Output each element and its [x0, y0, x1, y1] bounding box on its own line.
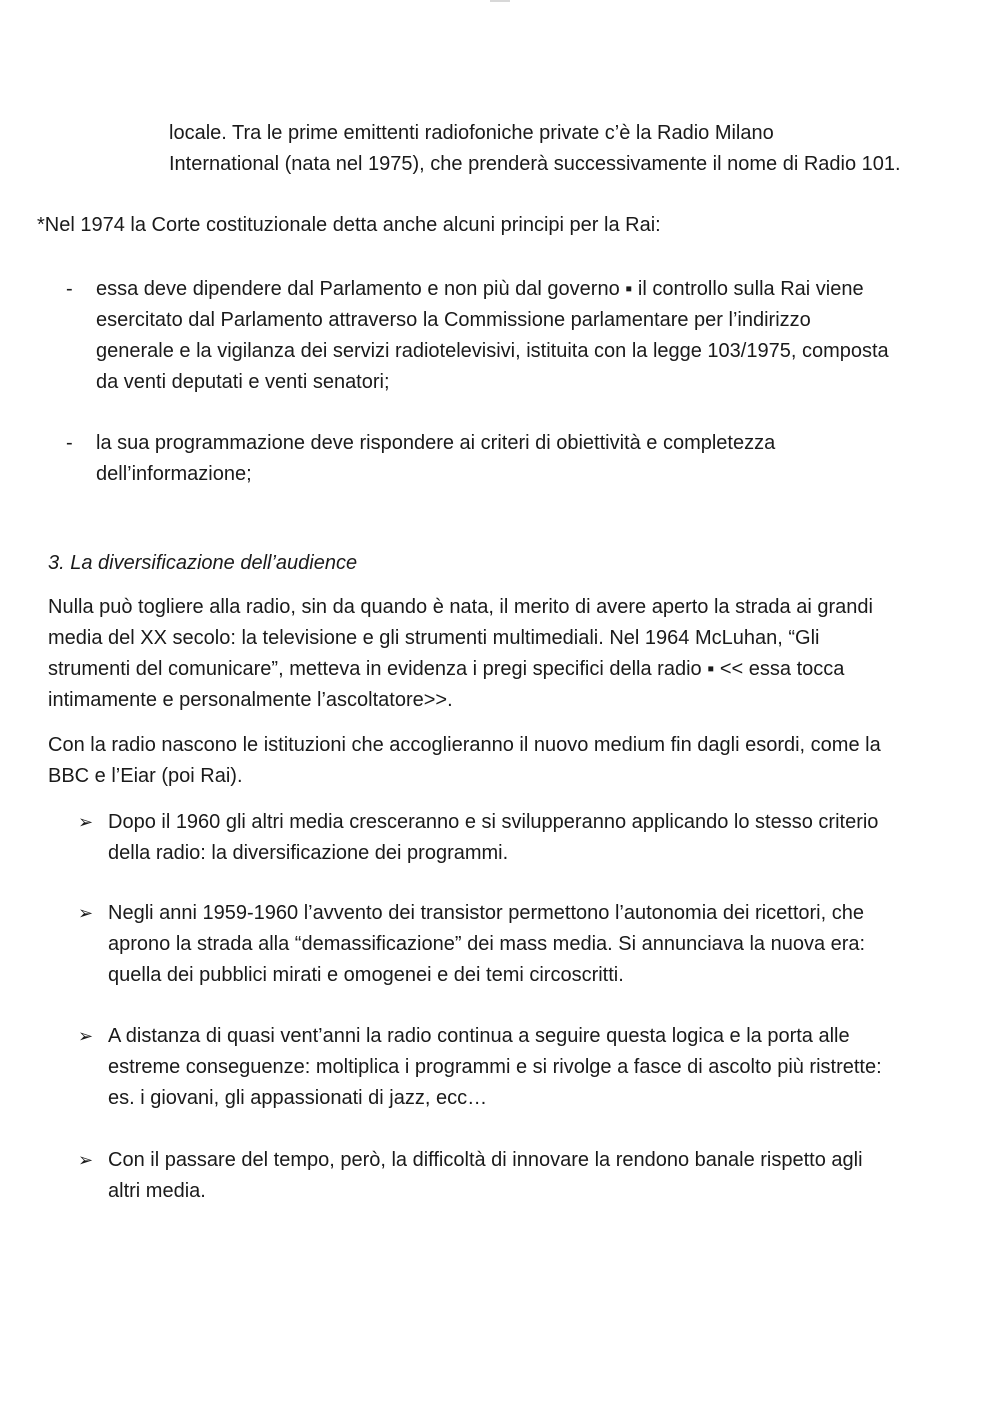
- text-line: BBC e l’Eiar (poi Rai).: [48, 765, 243, 787]
- text-line: quella dei pubblici mirati e omogenei e dei temi circoscritti.: [108, 964, 624, 986]
- rai-principle-item: [66, 428, 956, 490]
- bullet-text: [108, 1021, 958, 1114]
- continued-paragraph: [169, 118, 969, 180]
- text-line: Negli anni 1959-1960 l’avvento dei transistor permettono l’autonomia dei ricettori, che: [108, 902, 864, 924]
- text-line: locale. Tra le prime emittenti radiofoniche private c’è la Radio Milano: [169, 122, 774, 144]
- text-line: da venti deputati e venti senatori;: [96, 371, 390, 393]
- text-line: Nulla può togliere alla radio, sin da quando è nata, il merito di avere aperto la strada ai grandi: [48, 596, 873, 618]
- bullet-item: [78, 1021, 958, 1114]
- text-line: A distanza di quasi vent’anni la radio continua a seguire questa logica e la porta alle: [108, 1025, 850, 1047]
- text-line: intimamente e personalmente l’ascoltatore>>.: [48, 689, 453, 711]
- bullet-text: [108, 807, 958, 869]
- bullet-item: [78, 807, 958, 869]
- text-line: dell’informazione;: [96, 463, 252, 485]
- text-line: Con il passare del tempo, però, la difficoltà di innovare la rendono banale rispetto agli: [108, 1149, 863, 1171]
- text-line: Dopo il 1960 gli altri media cresceranno e si svilupperanno applicando lo stesso criterio: [108, 811, 879, 833]
- arrow-bullet-icon: ➢: [78, 903, 94, 924]
- bullet-text: [108, 898, 958, 991]
- bullet-item: [78, 898, 958, 991]
- bullet-item: [78, 1145, 958, 1207]
- rai-principle-item: [66, 274, 956, 398]
- dash-marker: -: [66, 432, 73, 454]
- text-line: esercitato dal Parlamento attraverso la Commissione parlamentare per l’indirizzo: [96, 309, 811, 331]
- rai-principle-text: [96, 274, 956, 398]
- arrow-bullet-icon: ➢: [78, 1150, 94, 1171]
- rai-principle-text: [96, 428, 956, 490]
- section-heading: 3. La diversificazione dell’audience: [48, 552, 358, 574]
- text-line: aprono la strada alla “demassificazione” dei mass media. Si annunciava la nuova era:: [108, 933, 866, 955]
- text-line: International (nata nel 1975), che prenderà successivamente il nome di Radio 101.: [169, 153, 901, 175]
- text-line: Con la radio nascono le istituzioni che accoglieranno il nuovo medium fin dagli esordi, come la: [48, 734, 881, 756]
- bullet-text: [108, 1145, 958, 1207]
- body-paragraph: [48, 730, 960, 792]
- text-line: essa deve dipendere dal Parlamento e non più dal governo ▪ il controllo sulla Rai viene: [96, 278, 864, 300]
- text-line: es. i giovani, gli appassionati di jazz, ecc…: [108, 1087, 488, 1109]
- arrow-bullet-icon: ➢: [78, 812, 94, 833]
- text-line: estreme conseguenze: moltiplica i programmi e si rivolge a fasce di ascolto più ristrette:: [108, 1056, 882, 1078]
- text-line: generale e la vigilanza dei servizi radiotelevisivi, istituita con la legge 103/1975, composta: [96, 340, 889, 362]
- body-paragraph: [48, 592, 960, 716]
- text-line: media del XX secolo: la televisione e gli strumenti multimediali. Nel 1964 McLuhan, “Gli: [48, 627, 820, 649]
- arrow-bullet-icon: ➢: [78, 1026, 94, 1047]
- rai-principles-intro: *Nel 1974 la Corte costituzionale detta anche alcuni principi per la Rai:: [37, 214, 661, 236]
- dash-marker: -: [66, 278, 73, 300]
- text-line: della radio: la diversificazione dei programmi.: [108, 842, 509, 864]
- text-line: strumenti del comunicare”, metteva in evidenza i pregi specifici della radio ▪ << essa tocca: [48, 658, 845, 680]
- header-mark: [490, 0, 510, 2]
- text-line: altri media.: [108, 1180, 206, 1202]
- text-line: la sua programmazione deve rispondere ai criteri di obiettività e completezza: [96, 432, 776, 454]
